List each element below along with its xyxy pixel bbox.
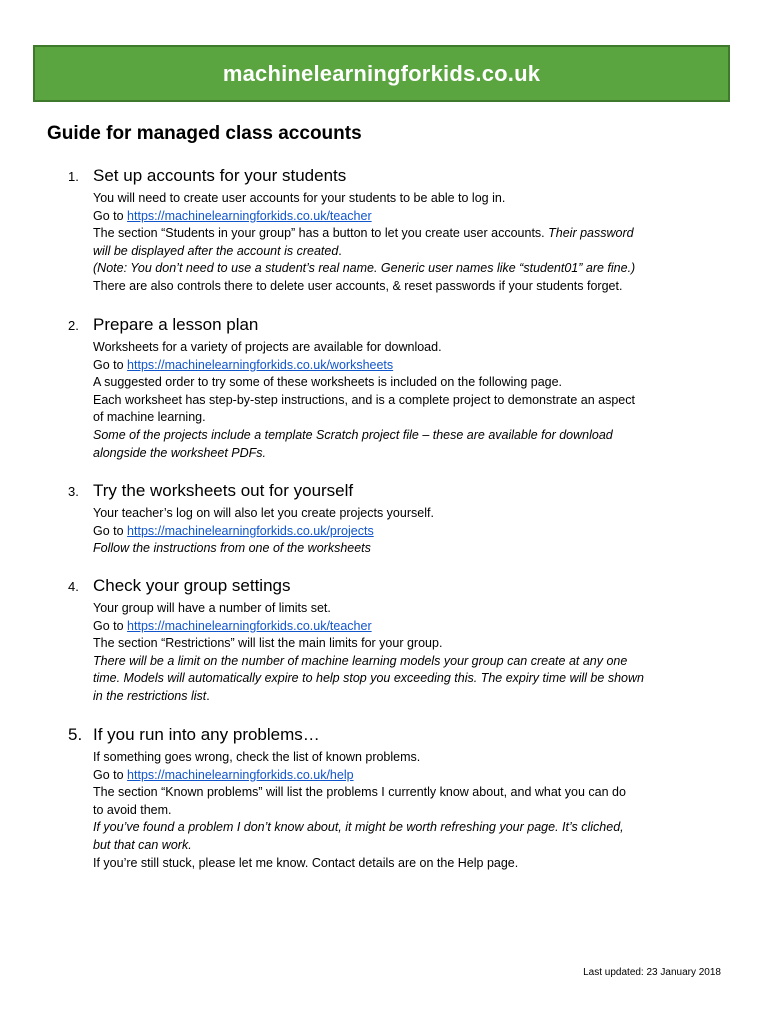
italic-text: will be displayed after the account is created — [93, 243, 339, 258]
section-lesson-plan — [68, 315, 728, 462]
paragraph-line: Your group will have a number of limits set. — [93, 601, 331, 615]
section-heading-text: Try the worksheets out for yourself — [93, 481, 354, 500]
goto-label: Go to — [93, 618, 128, 633]
paragraph-line: There are also controls there to delete user accounts, & reset passwords if your students forget. — [93, 278, 623, 293]
page-title: Guide for managed class accounts — [47, 123, 362, 144]
section-heading — [68, 481, 728, 505]
site-title: machinelearningforkids.co.uk — [222, 60, 541, 86]
paragraph-line — [93, 225, 728, 243]
line-end: . — [206, 688, 210, 703]
section-try-worksheets — [68, 481, 728, 558]
section-number: 2. — [68, 318, 79, 333]
paragraph-line — [93, 243, 728, 261]
goto-line — [93, 208, 728, 226]
section-heading — [68, 576, 728, 600]
section-problems — [68, 725, 728, 872]
section-heading-text: Prepare a lesson plan — [93, 315, 259, 334]
goto-label: Go to — [93, 208, 128, 223]
goto-label: Go to — [93, 523, 128, 538]
paragraph-line: Each worksheet has step-by-step instructions, and is a complete project to demonstrate an aspect — [93, 392, 635, 407]
section-heading — [68, 725, 728, 749]
paragraph-line: A suggested order to try some of these worksheets is included on the following page. — [93, 375, 563, 390]
paragraph-line: Worksheets for a variety of projects are available for download. — [93, 340, 442, 354]
paragraph-line: The section “Known problems” will list the problems I currently know about, and what you can do — [93, 785, 626, 800]
section-number: 4. — [68, 579, 79, 594]
section-group-settings — [68, 576, 728, 706]
teacher-link[interactable]: https://machinelearningforkids.co.uk/teacher — [127, 618, 372, 633]
teacher-link[interactable]: https://machinelearningforkids.co.uk/teacher — [127, 208, 372, 223]
section-heading-text: Check your group settings — [93, 576, 291, 595]
section-setup-accounts — [68, 166, 728, 296]
projects-link[interactable]: https://machinelearningforkids.co.uk/projects — [127, 523, 374, 538]
paragraph-line: Your teacher’s log on will also let you create projects yourself. — [93, 506, 434, 520]
paragraph-line: The section “Restrictions” will list the main limits for your group. — [93, 636, 443, 651]
italic-line: time. Models will automatically expire to help stop you exceeding this. The expiry time will be shown — [93, 671, 644, 686]
section-number: 1. — [68, 169, 79, 184]
italic-line: Follow the instructions from one of the worksheets — [93, 541, 371, 556]
italic-line: Some of the projects include a template Scratch project file – these are available for download — [93, 427, 613, 442]
section-heading — [68, 166, 728, 190]
help-link[interactable]: https://machinelearningforkids.co.uk/help — [127, 767, 354, 782]
paragraph-line: to avoid them. — [93, 802, 172, 817]
note-line: (Note: You don’t need to use a student’s real name. Generic user names like “student01” are fine.) — [93, 261, 636, 276]
goto-line — [93, 523, 728, 541]
italic-line: alongside the worksheet PDFs. — [93, 445, 267, 460]
section-heading — [68, 315, 728, 339]
italic-line: but that can work. — [93, 837, 192, 852]
section-number: 5. — [68, 725, 83, 744]
italic-line: If you’ve found a problem I don’t know about, it might be worth refreshing your page. It’s cliched, — [93, 820, 624, 835]
last-updated: Last updated: 23 January 2018 — [583, 967, 721, 978]
header-banner — [33, 45, 730, 102]
goto-label: Go to — [93, 767, 128, 782]
goto-line — [93, 357, 728, 375]
italic-text: in the restrictions list — [93, 688, 207, 703]
line-text: The section “Students in your group” has a button to let you create user accounts. — [93, 226, 549, 241]
goto-label: Go to — [93, 357, 128, 372]
goto-line — [93, 767, 728, 785]
goto-line — [93, 618, 728, 636]
italic-text: Their password — [548, 226, 634, 241]
line-end: . — [338, 243, 342, 258]
section-number: 3. — [68, 484, 79, 499]
paragraph-line: You will need to create user accounts for your students to be able to log in. — [93, 191, 506, 205]
section-heading-text: If you run into any problems… — [93, 725, 320, 744]
italic-line: There will be a limit on the number of machine learning models your group can create at any one — [93, 653, 628, 668]
paragraph-line — [93, 688, 728, 706]
worksheets-link[interactable]: https://machinelearningforkids.co.uk/worksheets — [127, 357, 394, 372]
paragraph-line: of machine learning. — [93, 410, 206, 425]
section-heading-text: Set up accounts for your students — [93, 166, 347, 185]
paragraph-line: If you’re still stuck, please let me know. Contact details are on the Help page. — [93, 855, 519, 870]
paragraph-line: If something goes wrong, check the list of known problems. — [93, 750, 421, 764]
